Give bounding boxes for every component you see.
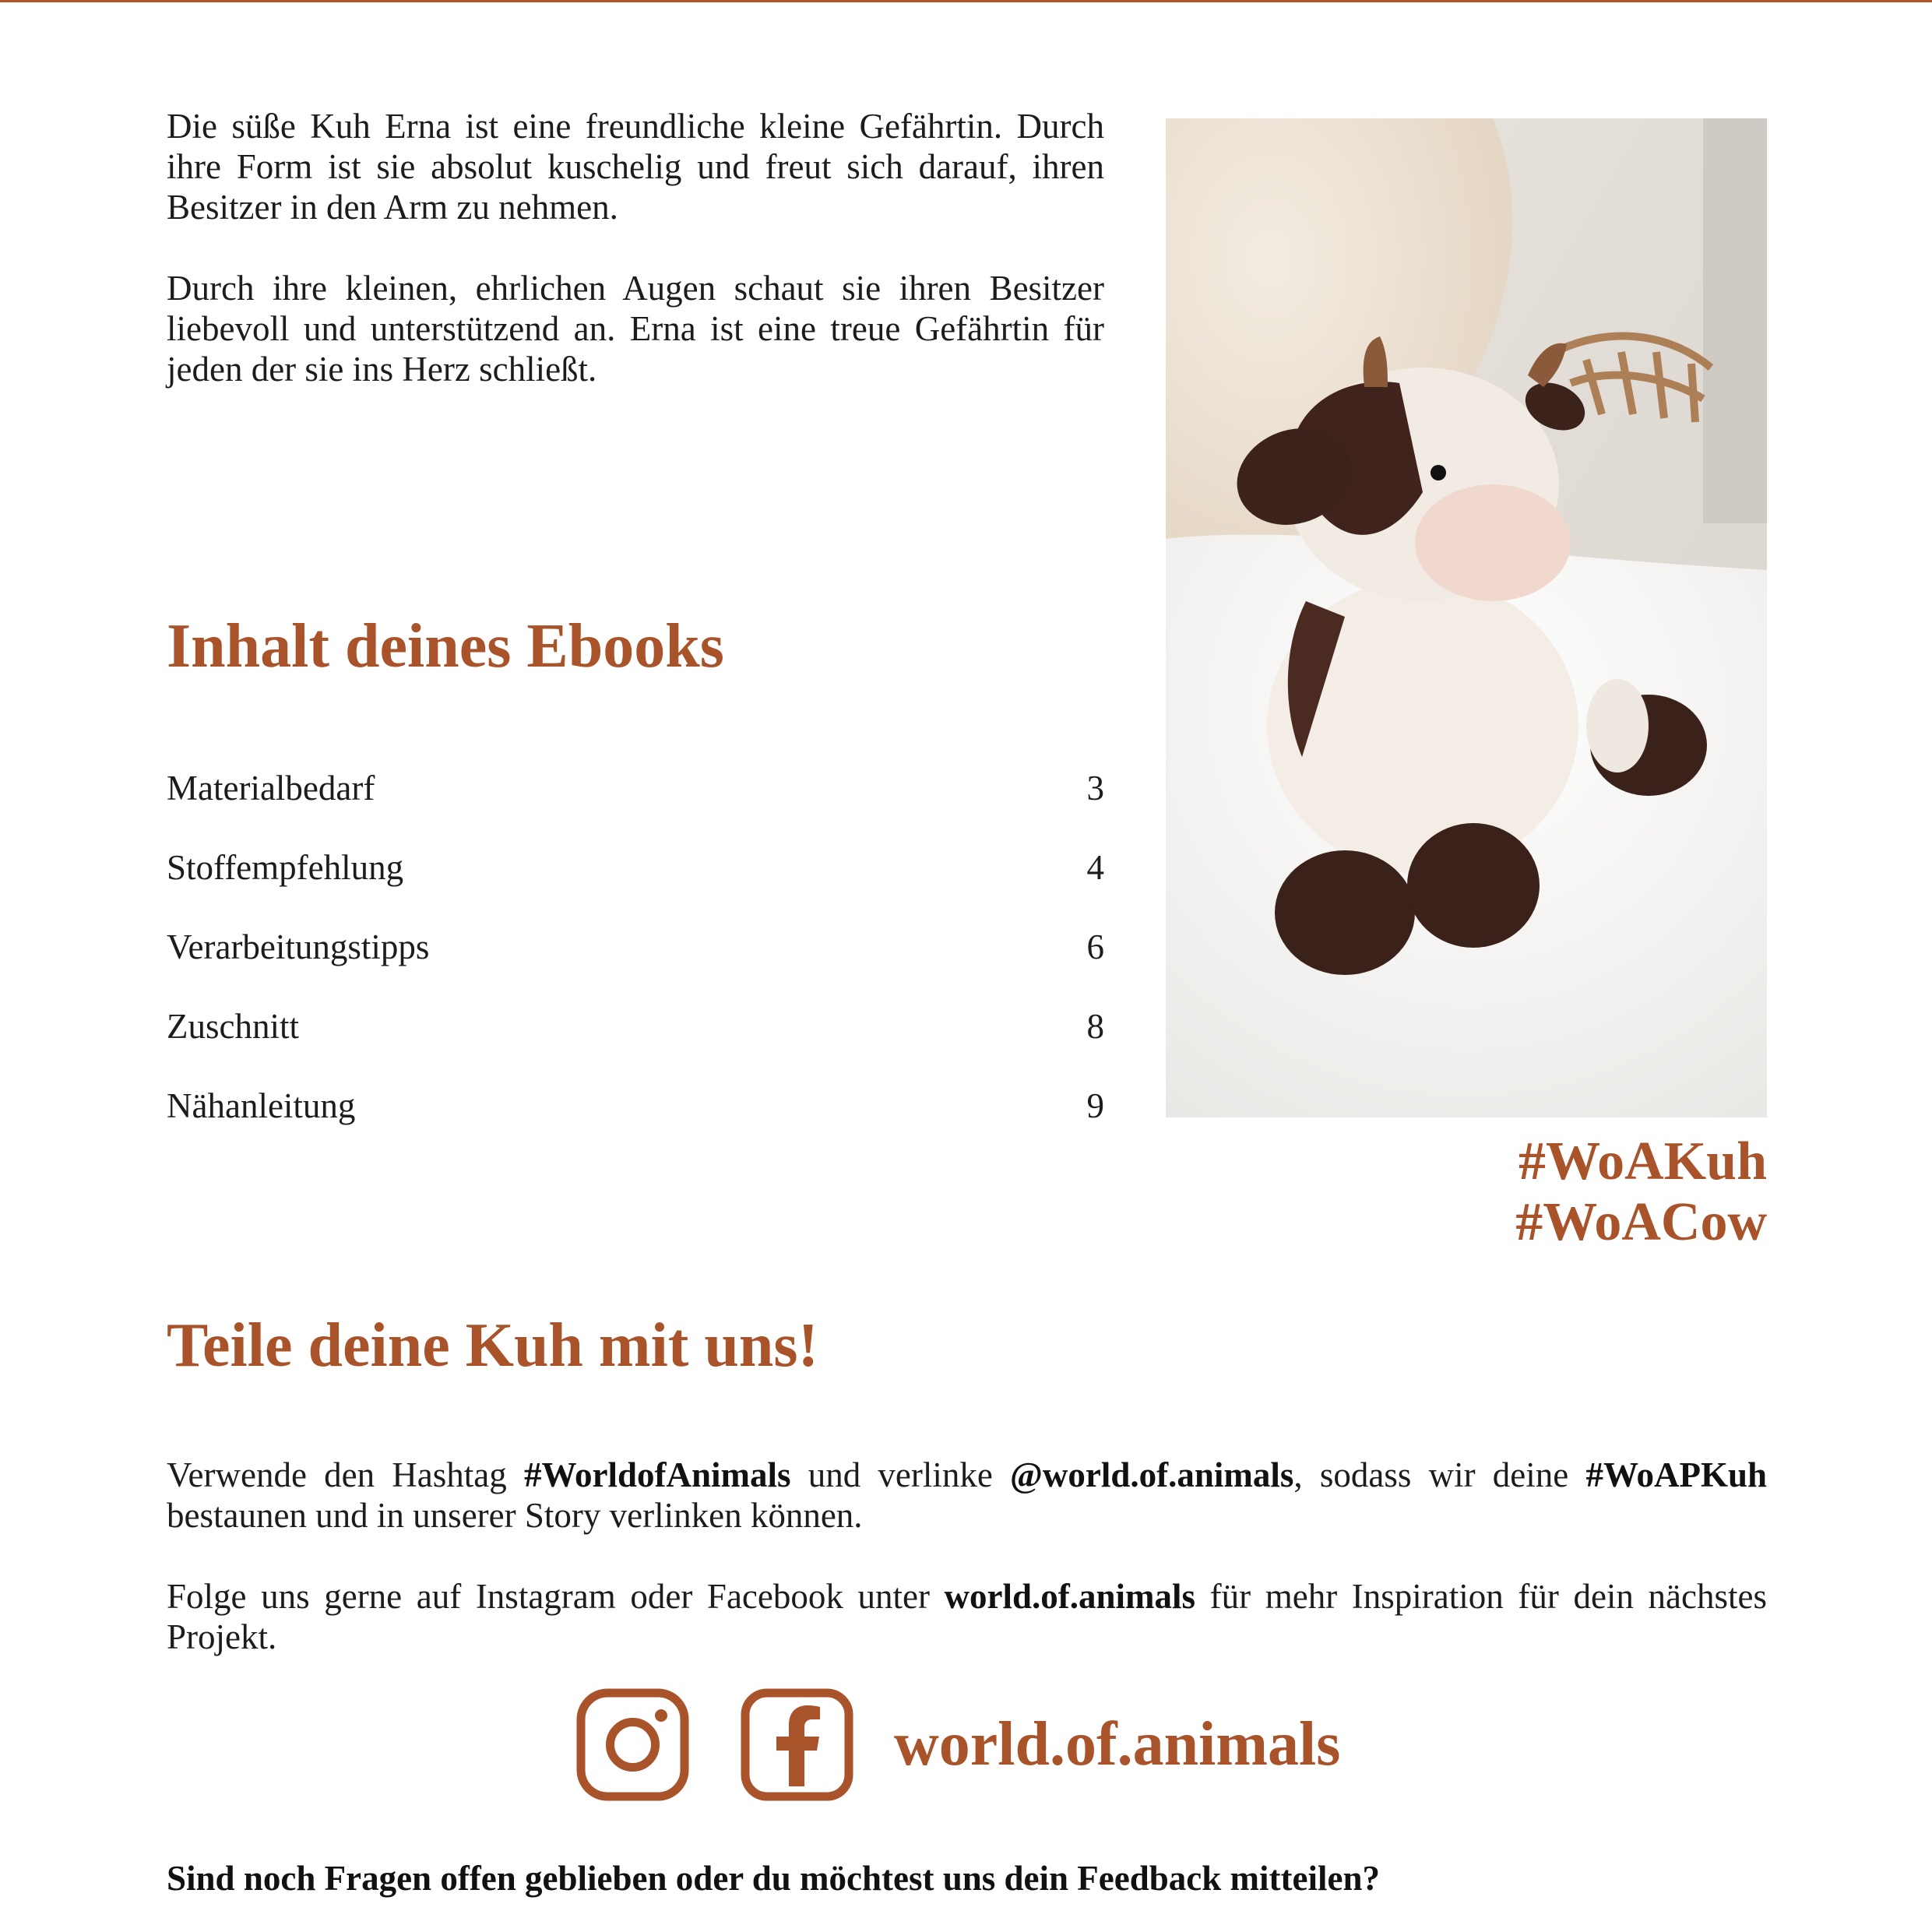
- share-text: [167, 1455, 1767, 1698]
- toc-item-label: Nähanleitung: [167, 1086, 356, 1125]
- table-of-contents: [167, 768, 1104, 1165]
- instagram-icon[interactable]: [576, 1688, 689, 1801]
- intro-paragraph-2: Durch ihre kleinen, ehrlichen Augen schaut sie ihren Besitzer liebevoll und unterstützend an. Erna ist eine treue Gefährtin für jeden der sie ins Herz schließt.: [167, 269, 1104, 389]
- toc-item[interactable]: [167, 927, 1104, 1006]
- share-heading: Teile deine Kuh mit uns!: [167, 1311, 819, 1380]
- toc-item[interactable]: [167, 847, 1104, 927]
- plush-cow-photo: [1166, 118, 1767, 1117]
- toc-item-page: 4: [1086, 848, 1104, 887]
- hashtag-woakuh: #WoAKuh: [1519, 1131, 1767, 1191]
- toc-heading: Inhalt deines Ebooks: [167, 612, 724, 681]
- top-rule: [0, 0, 1932, 2]
- facebook-icon[interactable]: [741, 1688, 853, 1801]
- hashtag-woapkuh: #WoAPKuh: [1585, 1455, 1767, 1494]
- share-paragraph-1: Verwende den Hashtag #WorldofAnimals und verlinke @world.of.animals, sodass wir deine #WoAPKuh bestaunen und in unserer Story verlinken können.: [167, 1455, 1767, 1535]
- social-handle[interactable]: world.of.animals: [894, 1710, 1341, 1779]
- toc-item-label: Stoffempfehlung: [167, 848, 404, 887]
- feedback-question: Sind noch Fragen offen geblieben oder du möchtest uns dein Feedback mitteilen?: [167, 1859, 1380, 1898]
- intro-text: [167, 106, 1104, 430]
- toc-item[interactable]: [167, 1006, 1104, 1086]
- social-links: [576, 1687, 1340, 1802]
- toc-item-label: Materialbedarf: [167, 769, 375, 808]
- toc-item-page: 3: [1086, 769, 1104, 808]
- toc-item-page: 9: [1086, 1086, 1104, 1125]
- share-paragraph-2: Folge uns gerne auf Instagram oder Facebook unter world.of.animals für mehr Inspiration für dein nächstes Projekt.: [167, 1577, 1767, 1656]
- toc-item-page: 6: [1086, 927, 1104, 966]
- toc-item-page: 8: [1086, 1007, 1104, 1046]
- hashtag-woacow: #WoACow: [1515, 1192, 1767, 1252]
- intro-paragraph-1: Die süße Kuh Erna ist eine freundliche kleine Gefährtin. Durch ihre Form ist sie absolut kuschelig und freut sich darauf, ihren Besitzer in den Arm zu nehmen.: [167, 107, 1104, 227]
- hashtags: [1166, 1131, 1767, 1253]
- toc-item[interactable]: [167, 768, 1104, 847]
- toc-item[interactable]: [167, 1086, 1104, 1165]
- toc-item-label: Verarbeitungstipps: [167, 927, 430, 966]
- hashtag-worldofanimals: #WorldofAnimals: [523, 1455, 791, 1494]
- instagram-handle: @world.of.animals: [1010, 1455, 1294, 1494]
- social-handle-bold: world.of.animals: [944, 1577, 1196, 1616]
- toc-item-label: Zuschnitt: [167, 1007, 299, 1046]
